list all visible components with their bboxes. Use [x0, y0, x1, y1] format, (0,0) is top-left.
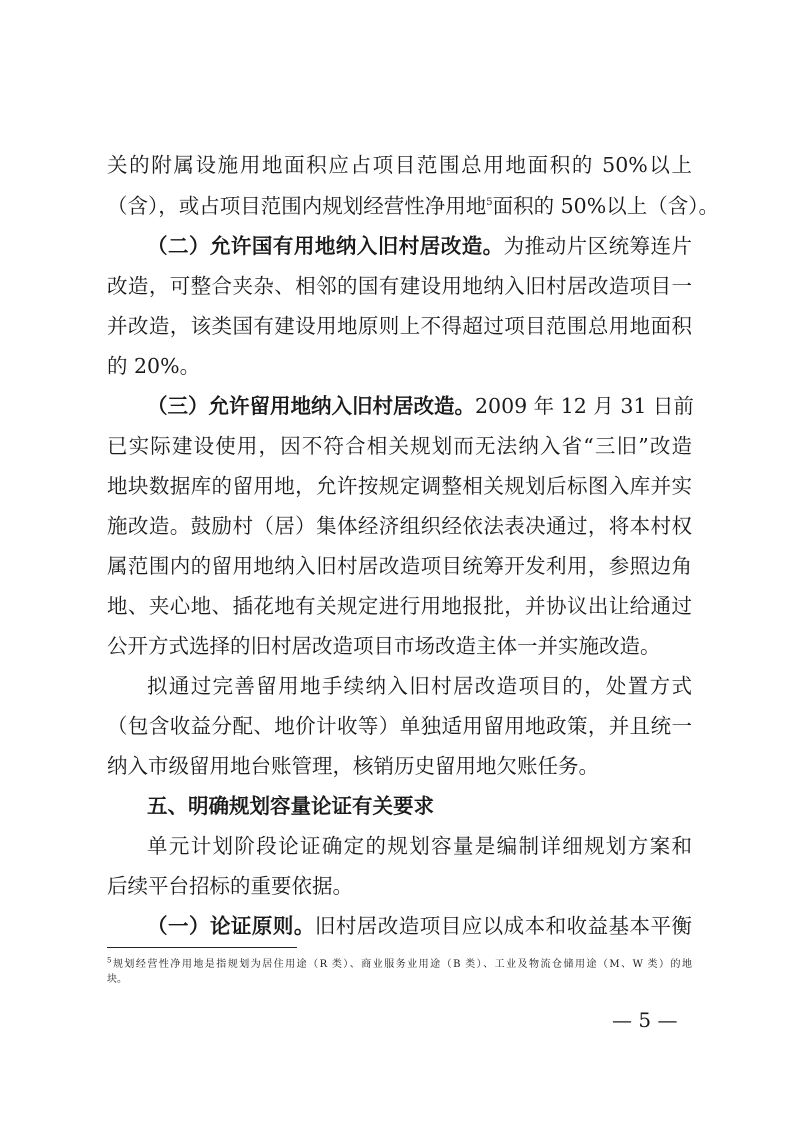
- body-line: 纳入市级留用地台账管理，核销历史留用地欠账任务。: [107, 754, 599, 778]
- section-three-paragraph: （三）允许留用地纳入旧村居改造。2009 年 12 月 31 日前: [147, 394, 694, 418]
- section-five-heading: 五、明确规划容量论证有关要求: [147, 794, 434, 818]
- footnote-reference[interactable]: 5: [486, 197, 493, 209]
- body-line: 并改造，该类国有建设用地原则上不得超过项目范围总用地面积: [107, 314, 692, 338]
- body-line: （包含收益分配、地价计收等）单独适用留用地政策，并且统一: [107, 714, 692, 738]
- footnote-text: 块。: [107, 974, 127, 985]
- body-line: 已实际建设使用，因不符合相关规划而无法纳入省“三旧”改造: [107, 434, 692, 458]
- page-number: — 5 —: [612, 1008, 678, 1032]
- body-line: 后续平台招标的重要依据。: [107, 874, 353, 898]
- body-line: 的 20%。: [107, 354, 201, 378]
- subsection-one-paragraph: （一）论证原则。旧村居改造项目应以成本和收益基本平衡: [147, 914, 693, 938]
- section-three-heading: （三）允许留用地纳入旧村居改造。: [147, 394, 475, 418]
- section-two-paragraph: （二）允许国有用地纳入旧村居改造。为推动片区统筹连片: [147, 234, 693, 258]
- body-line: 地块数据库的留用地，允许按规定调整相关规划后标图入库并实: [107, 474, 692, 498]
- footnote-mark: 5: [107, 956, 112, 965]
- body-line: （含），或占项目范围内规划经营性净用地$^5$面积的 50%以上（含）。: [107, 194, 719, 218]
- footnote-separator: [107, 947, 297, 948]
- footnote-text: $^5$规划经营性净用地是指规划为居住用途（R 类）、商业服务业用途（B 类）、工业及物流仓储用途（M、W 类）的地: [107, 956, 692, 970]
- body-line: 公开方式选择的旧村居改造项目市场改造主体一并实施改造。: [107, 634, 661, 658]
- section-two-heading: （二）允许国有用地纳入旧村居改造。: [147, 234, 504, 258]
- body-line: 关的附属设施用地面积应占项目范围总用地面积的 50%以上: [107, 153, 692, 177]
- body-line: 拟通过完善留用地手续纳入旧村居改造项目的，处置方式: [147, 674, 692, 698]
- body-line: 施改造。鼓励村（居）集体经济组织经依法表决通过，将本村权: [107, 514, 692, 538]
- subsection-one-heading: （一）论证原则。: [147, 914, 315, 938]
- body-line: 地、夹心地、插花地有关规定进行用地报批，并协议出让给通过: [107, 594, 692, 618]
- body-line: 单元计划阶段论证确定的规划容量是编制详细规划方案和: [147, 834, 692, 858]
- body-line: 属范围内的留用地纳入旧村居改造项目统筹开发利用，参照边角: [107, 554, 692, 578]
- body-line: 改造，可整合夹杂、相邻的国有建设用地纳入旧村居改造项目一: [107, 274, 692, 298]
